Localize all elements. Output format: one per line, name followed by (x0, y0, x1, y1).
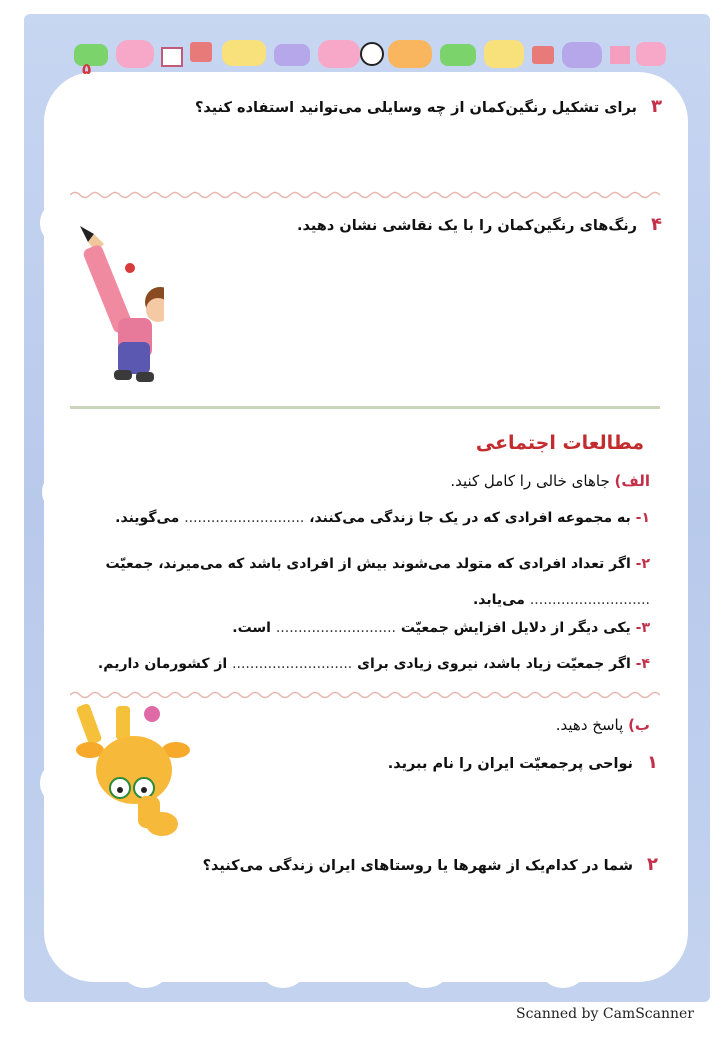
item-text-before: به مجموعه افرادی که در یک جا زندگی می‌کنند، (309, 510, 631, 526)
section-title: مطالعات اجتماعی (475, 432, 644, 454)
boy-with-pencil-illustration (74, 222, 164, 392)
part-a-heading (450, 472, 650, 490)
section-divider (70, 406, 660, 409)
question-3 (195, 96, 662, 117)
item-number: ۲- (635, 556, 650, 572)
wave-divider (70, 690, 660, 700)
item-text-before: اگر جمعیّت زیاد باشد، نیروی زیادی برای (357, 656, 631, 672)
blank-field[interactable]: ........................... (232, 656, 353, 672)
answer-question-1 (388, 752, 658, 773)
question-number: ۳ (651, 96, 662, 117)
part-b-instruction: پاسخ دهید. (555, 716, 624, 734)
item-text-before: اگر تعداد افرادی که متولد می‌شوند بیش از افرادی باشد که می‌میرند، جمعیّت (105, 556, 631, 572)
wave-divider (70, 190, 660, 200)
question-number: ۱ (647, 752, 658, 773)
scanner-footer: Scanned by CamScanner (516, 1006, 694, 1022)
item-text-before: یکی دیگر از دلایل افزایش جمعیّت (400, 620, 631, 636)
item-number: ۴- (635, 656, 650, 672)
giraffe-illustration (76, 700, 196, 840)
part-b-letter: ب) (628, 716, 650, 734)
blank-field[interactable]: ........................... (275, 620, 396, 636)
fill-blank-item-1 (115, 510, 650, 526)
question-text: شما در کدام‌یک از شهرها یا روستاهای ایران زندگی می‌کنید؟ (202, 858, 633, 874)
question-text: رنگ‌های رنگین‌کمان را با یک نقاشی نشان دهید. (297, 218, 637, 234)
item-number: ۳- (635, 620, 650, 636)
fill-blank-item-3 (232, 620, 650, 636)
page-number: ۵ (82, 60, 92, 78)
question-4 (297, 214, 662, 235)
item-text-after: از کشورمان داریم. (97, 656, 228, 672)
question-number: ۴ (651, 214, 662, 235)
item-text-after: می‌گویند. (115, 510, 180, 526)
fill-blank-item-2 (64, 546, 650, 618)
part-a-letter: الف) (614, 472, 650, 490)
blank-field[interactable]: ........................... (529, 592, 650, 608)
item-text-after: می‌یابد. (472, 592, 525, 608)
decorative-header-strip (62, 34, 672, 78)
part-b-heading (556, 716, 650, 734)
question-number: ۲ (647, 854, 658, 875)
item-number: ۱- (635, 510, 650, 526)
item-text-after: است. (232, 620, 271, 636)
fill-blank-item-4 (98, 656, 650, 672)
part-a-instruction: جاهای خالی را کامل کنید. (450, 472, 610, 490)
answer-question-2 (203, 854, 658, 875)
blank-field[interactable]: ........................... (184, 510, 305, 526)
question-text: نواحی پرجمعیّت ایران را نام ببرید. (387, 756, 633, 772)
question-text: برای تشکیل رنگین‌کمان از چه وسایلی می‌توانید استفاده کنید؟ (194, 100, 637, 116)
